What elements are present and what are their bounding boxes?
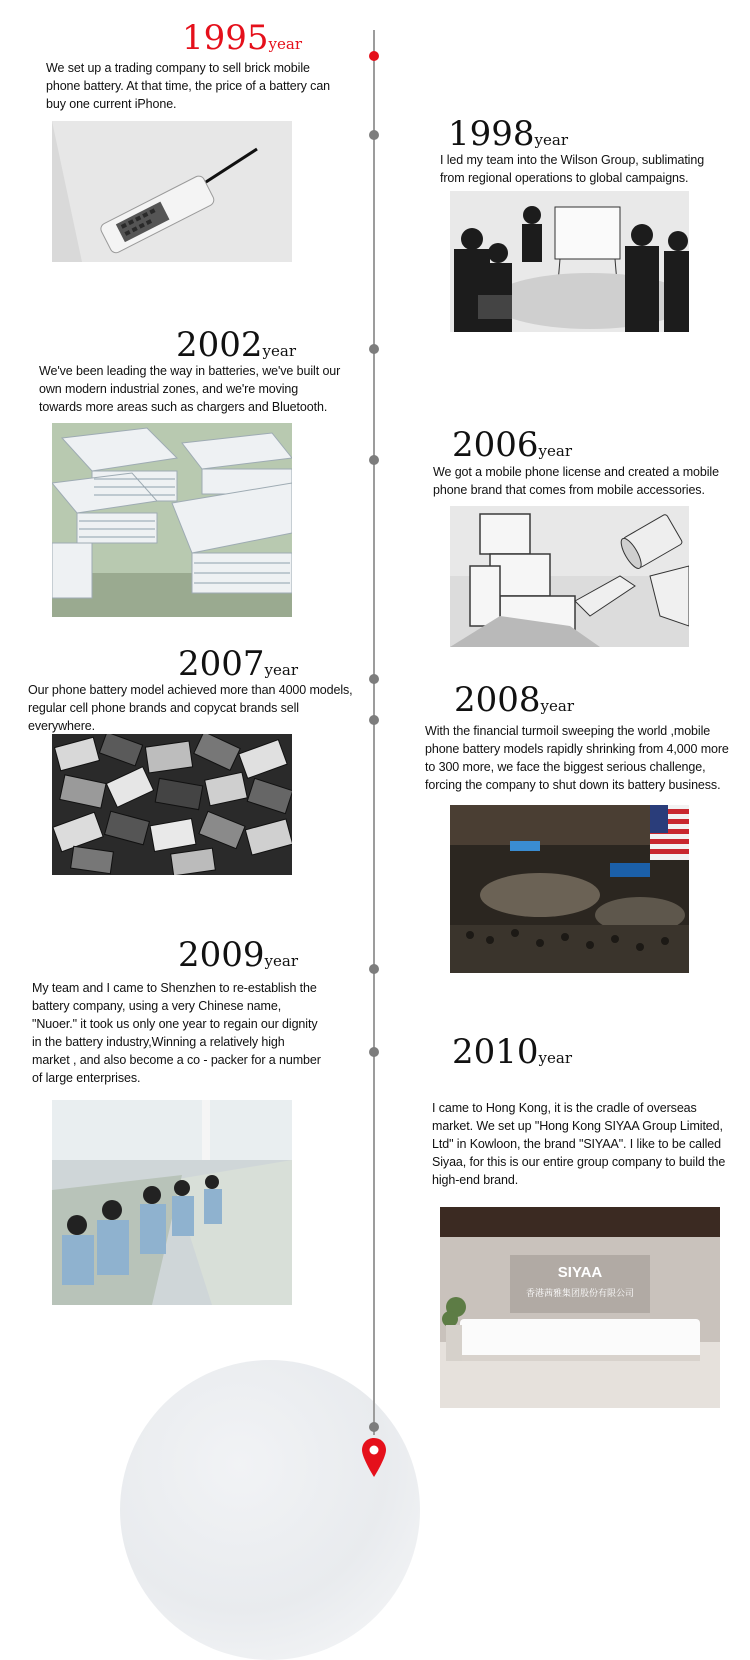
year-heading-1998: 1998year	[448, 114, 568, 154]
entry-text-2010: I came to Hong Kong, it is the cradle of overseas market. We set up "Hong Kong SIYAA Group Limited, Ltd" in Kowloon, the brand "SIYAA". I like to be called Siyaa, for this is our entire group company to build the high-end brand.	[432, 1101, 726, 1187]
brick-phone-photo	[52, 121, 292, 262]
background-globe	[120, 1360, 420, 1660]
stock-exchange-photo	[450, 805, 689, 973]
timeline-dot-end	[369, 1422, 379, 1432]
timeline-dot-2010	[369, 1047, 379, 1057]
year-heading-1995: 1995year	[182, 18, 302, 58]
timeline-dot-2007	[369, 674, 379, 684]
entry-text-2007: Our phone battery model achieved more than 4000 models, regular cell phone brands and copycat brands sell everywhere.	[28, 683, 353, 733]
timeline-dot-1995	[369, 51, 379, 61]
entry-text-2006: We got a mobile phone license and created a mobile phone brand that comes from mobile accessories.	[433, 465, 719, 497]
entry-text-1998: I led my team into the Wilson Group, sublimating from regional operations to global campaigns.	[440, 153, 705, 185]
timeline-dot-2002	[369, 344, 379, 354]
location-pin-icon	[361, 1437, 387, 1479]
brand-sketch-photo	[450, 506, 689, 647]
year-heading-2006: 2006year	[452, 425, 572, 465]
siyaa-reception-photo	[440, 1207, 720, 1408]
industrial-zone-photo	[52, 423, 292, 617]
timeline-dot-2008	[369, 715, 379, 725]
entry-text-2009: My team and I came to Shenzhen to re-establish the battery company, using a very Chinese name, "Nuoer." it took us only one year to regain our dignity in the battery industry,Winning a relatively high market , and also become a co - packer for a number of large enterprises.	[32, 981, 321, 1085]
year-heading-2010: 2010year	[452, 1032, 572, 1072]
year-heading-2008: 2008year	[454, 680, 574, 720]
timeline-line	[373, 30, 375, 1435]
business-meeting-photo	[450, 191, 689, 332]
siyaa-brand-sign: SIYAA	[557, 1264, 603, 1281]
year-heading-2002: 2002year	[176, 325, 296, 365]
battery-pile-photo	[52, 734, 292, 875]
timeline-dot-1998	[369, 130, 379, 140]
entry-text-1995: We set up a trading company to sell brick mobile phone battery. At that time, the price of a battery can buy one current iPhone.	[46, 61, 331, 111]
siyaa-company-sign: 香港茜雅集团股份有限公司	[525, 1289, 634, 1299]
timeline-dot-2006	[369, 455, 379, 465]
timeline-dot-2009	[369, 964, 379, 974]
year-heading-2009: 2009year	[178, 935, 298, 975]
entry-text-2008: With the financial turmoil sweeping the world ,mobile phone battery models rapidly shrinking from 4,000 more to 300 more, we face the biggest serious challenge, forcing the company to shut down its battery business.	[425, 724, 729, 792]
entry-text-2002: We've been leading the way in batteries, we've built our own modern industrial zones, and we're moving towards more areas such as chargers and Bluetooth.	[39, 364, 341, 414]
year-heading-2007: 2007year	[178, 644, 298, 684]
factory-workers-photo	[52, 1100, 292, 1305]
